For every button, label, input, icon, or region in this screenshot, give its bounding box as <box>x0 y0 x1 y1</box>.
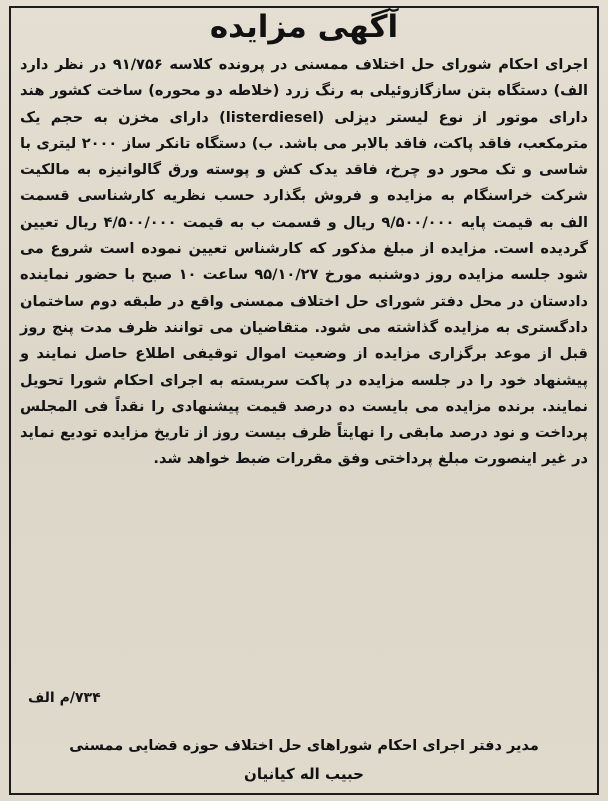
signature-name: حبیب اله کیانیان <box>244 765 364 783</box>
notice-title: آگهی مزایده <box>209 9 399 45</box>
notice-reference-number: ۷۳۴/م الف <box>28 690 101 706</box>
notice-body: اجرای احکام شورای حل اختلاف ممسنی در پرونده کلاسه ۹۱/۷۵۶ در نظر دارد الف) دستگاه بتن سازگازوئیلی به رنگ زرد (خلاطه دو محوره) ساخت کشور هند دارای موتور از نوع لیستر دیزلی (listerdiesel) دارای مخزن به حجم یک مترمکعب، فاقد پاکت، فاقد بالابر می باشد. ب) دستگاه تانکر ساز ۲۰۰۰ لیتری با شاسی و تک محور دو چرخ، فاقد یدک کش و پوسته ورق گالوانیزه به مالکیت شرکت خراسنگام به مزایده و فروش بگذارد حسب نظریه کارشناسی قسمت الف به قیمت پایه ۹/۵۰۰/۰۰۰ ریال و قسمت ب به قیمت ۴/۵۰۰/۰۰۰ ریال تعیین گردیده است. مزایده از مبلغ مذکور که کارشناس تعیین نموده است شروع می شود جلسه مزایده روز دوشنبه مورخ ۹۵/۱۰/۲۷ ساعت ۱۰ صبح با حضور نماینده دادستان در محل دفتر شورای حل اختلاف ممسنی واقع در طبقه دوم ساختمان دادگستری به مزایده گذاشته می شود. متقاضیان می توانند ظرف مدت پنج روز قبل از موعد برگزاری مزایده از وضعیت اموال توقیفی اطلاع حاصل نمایند و پیشنهاد خود را در جلسه مزایده در پاکت سربسته به اجرای احکام شورا تحویل نمایند. برنده مزایده می بایست ده درصد قیمت پیشنهادی را نقداً فی المجلس پرداخت و نود درصد مابقی را نهایتاً ظرف بیست روز از تاریخ مزایده تودیع نماید در غیر اینصورت مبلغ پرداختی وفق مقررات ضبط خواهد شد. <box>20 56 588 468</box>
signature-office: مدیر دفتر اجرای احکام شوراهای حل اختلاف حوزه قضایی ممسنی <box>69 738 539 754</box>
